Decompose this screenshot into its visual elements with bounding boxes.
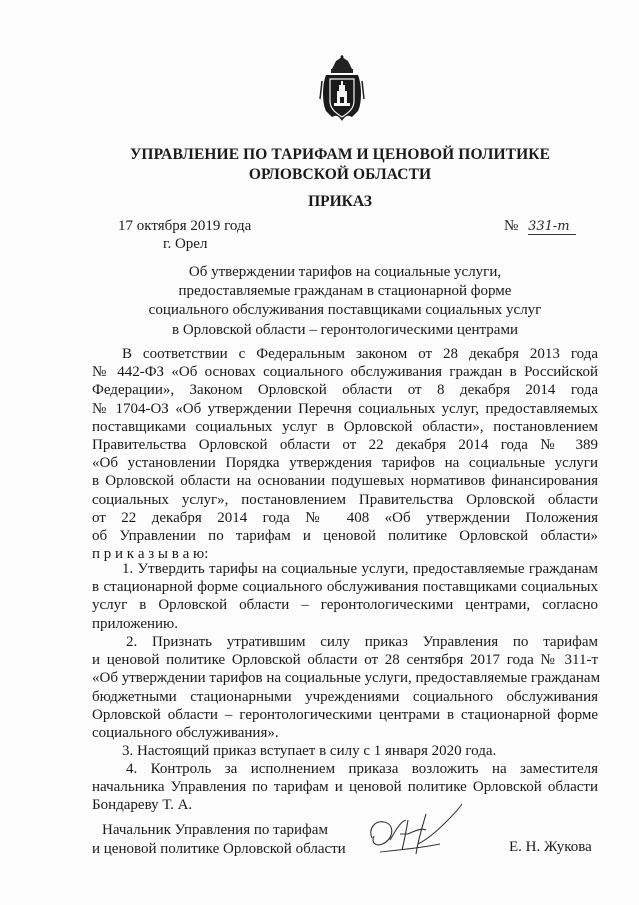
signer-position — [92, 821, 346, 858]
signer-position-line: Начальник Управления по тарифам — [102, 822, 328, 838]
item-1-paragraph — [92, 560, 598, 633]
organization-name-line-2: ОРЛОВСКОЙ ОБЛАСТИ — [248, 166, 432, 183]
document-type: ПРИКАЗ — [308, 193, 372, 210]
item-line: социального обслуживания». — [92, 724, 279, 741]
handwritten-signature-icon — [360, 800, 470, 860]
item-line: Орловской области – геронтологическими центрами в стационарной форме — [92, 706, 598, 723]
item-line: Бондареву Т. А. — [92, 797, 193, 814]
preamble-line: от 22 декабря 2014 года № 408 «Об утверждении Положения — [92, 509, 598, 526]
preamble-line: об Управлении по тарифам и ценовой политике Орловской области» — [92, 527, 598, 544]
subject-line: Об утверждении тарифов на социальные услуги, — [188, 264, 502, 280]
preamble-line: социальных услуг», постановлением Правительства Орловской области — [92, 491, 598, 508]
preamble-line: Правительства Орловской области от 22 декабря 2014 года № 389 — [92, 436, 598, 453]
preamble-line: № 1704-ОЗ «Об утверждении Перечня социальных услуг, предоставляемых — [92, 400, 598, 417]
signer-name: Е. Н. Жукова — [509, 839, 592, 855]
item-line: 4. Контроль за исполнением приказа возложить на заместителя — [126, 761, 598, 777]
item-line: «Об утверждении тарифов на социальные услуги, предоставляемые гражданам — [92, 670, 601, 687]
preamble-line: Федерации», Законом Орловской области от 8 декабря 2014 года — [92, 382, 598, 399]
item-line: и ценовой политике Орловской области от 28 сентября 2017 года № 311-т — [92, 652, 598, 669]
handwritten-number-value: 331-т — [528, 220, 576, 235]
preamble-line-orders: п р и к а з ы в а ю: — [92, 546, 209, 563]
item-line: 3. Настоящий приказ вступает в силу с 1 января 2020 года. — [122, 743, 497, 759]
organization-name-line-1: УПРАВЛЕНИЕ ПО ТАРИФАМ И ЦЕНОВОЙ ПОЛИТИКЕ — [129, 146, 551, 163]
subject-line: социального обслуживания поставщиками социальных услуг — [148, 302, 542, 319]
signer-position-line: и ценовой политике Орловской области — [92, 840, 346, 857]
preamble-line: поставщиками социальных услуг в Орловской области», постановлением — [92, 418, 598, 435]
item-line: в стационарной форме социального обслуживания поставщиками социальных — [92, 579, 598, 596]
item-line: 2. Признать утратившим силу приказ Управления по тарифам — [126, 634, 598, 650]
item-line: начальника Управления по тарифам и ценовой политике Орловской области — [92, 779, 598, 796]
item-line: бюджетными стационарными учреждениями социального обслуживания — [92, 688, 598, 705]
document-number — [504, 218, 576, 235]
item-line: приложению. — [92, 615, 179, 632]
document-city: г. Орел — [163, 236, 208, 252]
coat-of-arms-icon — [318, 55, 366, 125]
item-4-paragraph — [92, 760, 598, 815]
document-subject — [100, 263, 590, 340]
item-3-paragraph — [92, 742, 598, 760]
document-date: 17 октября 2019 года — [118, 218, 252, 234]
item-line: услуг в Орловской области – геронтологическими центрами, согласно — [92, 597, 598, 614]
item-2-paragraph — [92, 633, 601, 742]
preamble-line: «Об установлении Порядка утверждения тарифов на социальные услуги — [92, 455, 598, 472]
subject-line: предоставляемые гражданам в стационарной форме — [178, 283, 512, 300]
subject-line: в Орловской области – геронтологическими центрами — [172, 321, 518, 338]
preamble-line: № 442-ФЗ «Об основах социального обслуживания граждан в Российской — [92, 364, 598, 381]
number-label: № — [504, 218, 519, 234]
preamble-line: В соответствии с Федеральным законом от 28 декабря 2013 года — [122, 346, 598, 362]
preamble-line: в Орловской области на основании подушевых нормативов финансирования — [92, 473, 598, 490]
item-line: 1. Утвердить тарифы на социальные услуги, предоставляемые гражданам — [122, 561, 598, 577]
preamble-paragraph — [92, 345, 598, 563]
